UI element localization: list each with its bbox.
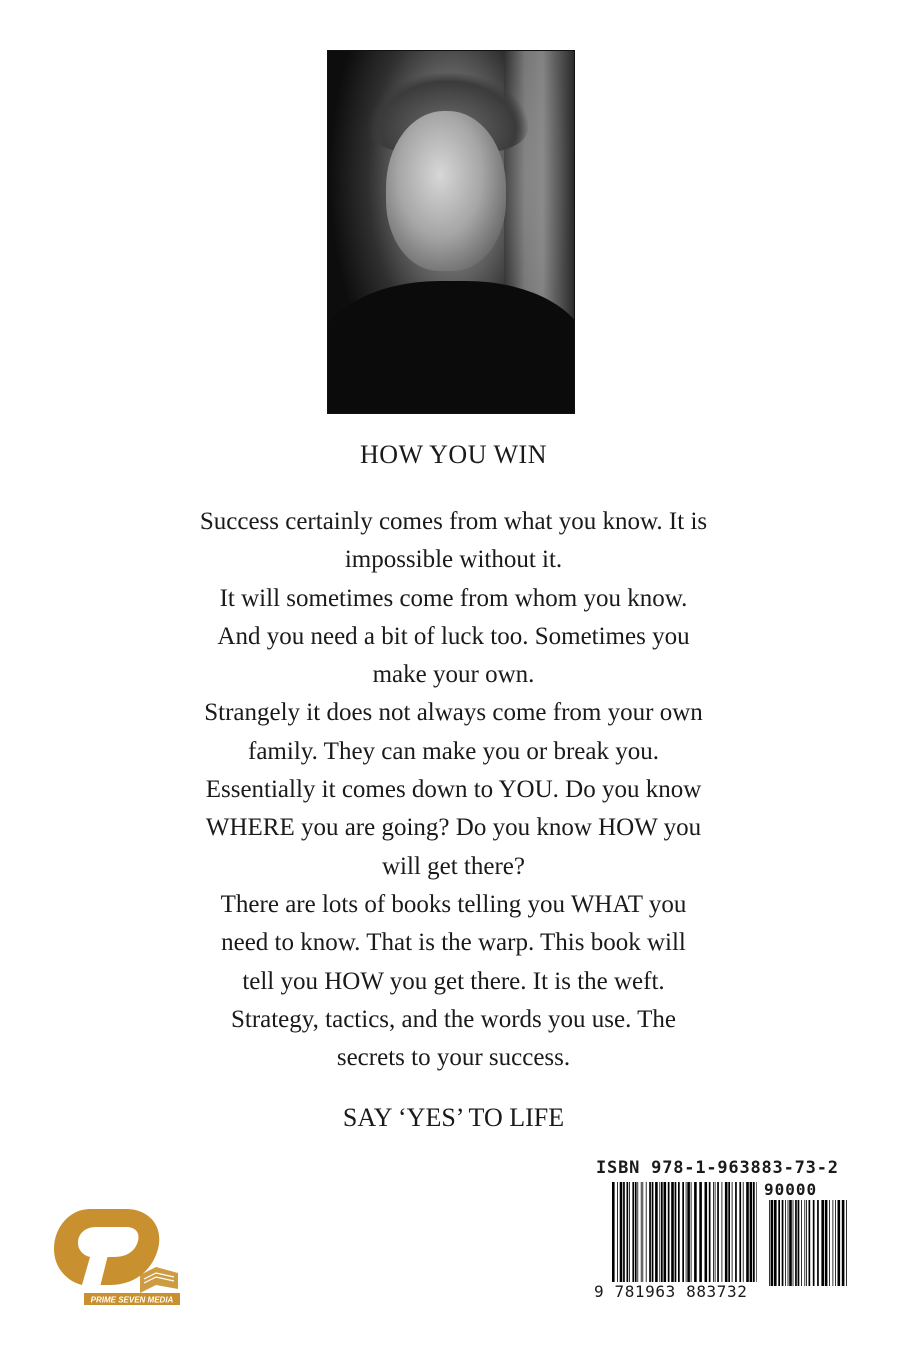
blurb-line: Essentially it comes down to YOU. Do you know <box>205 776 702 804</box>
publisher-name: PRIME SEVEN MEDIA <box>90 1295 174 1305</box>
blurb-line: Strategy, tactics, and the words you use. The <box>230 1005 677 1033</box>
ean-digits: 9 781963 883732 <box>594 1282 748 1301</box>
blurb-line: secrets to your success. <box>336 1044 571 1072</box>
price-code: 90000 <box>764 1180 818 1199</box>
closing-tagline: SAY ‘YES’ TO LIFE <box>342 1103 565 1132</box>
blurb-line: tell you HOW you get there. It is the weft. <box>242 967 665 995</box>
blurb-line: family. They can make you or break you. <box>248 737 659 765</box>
blurb-line: make your own. <box>372 661 535 689</box>
isbn-number: ISBN 978-1-963883-73-2 <box>596 1158 839 1178</box>
blurb-line: And you need a bit of luck too. Sometimes you <box>217 622 690 650</box>
blurb-line: need to know. That is the warp. This book will <box>221 929 686 957</box>
blurb-line: Success certainly comes from what you know. It is <box>199 508 708 535</box>
blurb-line: There are lots of books telling you WHAT you <box>220 890 687 918</box>
author-photo <box>327 50 575 414</box>
blurb-text <box>0 503 907 1077</box>
blurb-line: It will sometimes come from whom you know. <box>219 584 688 612</box>
blurb-line: WHERE you are going? Do you know HOW you <box>205 814 702 842</box>
page-title: HOW YOU WIN <box>360 440 547 469</box>
logo-emblem-icon <box>54 1209 178 1295</box>
blurb-line: impossible without it. <box>344 546 563 574</box>
barcode-bars <box>612 1182 757 1282</box>
blurb-line: will get there? <box>382 852 525 880</box>
addon-barcode-bars <box>769 1200 849 1286</box>
publisher-logo <box>52 1205 187 1307</box>
blurb-line: Strangely it does not always come from your own <box>204 699 703 727</box>
isbn-barcode <box>594 1158 856 1308</box>
